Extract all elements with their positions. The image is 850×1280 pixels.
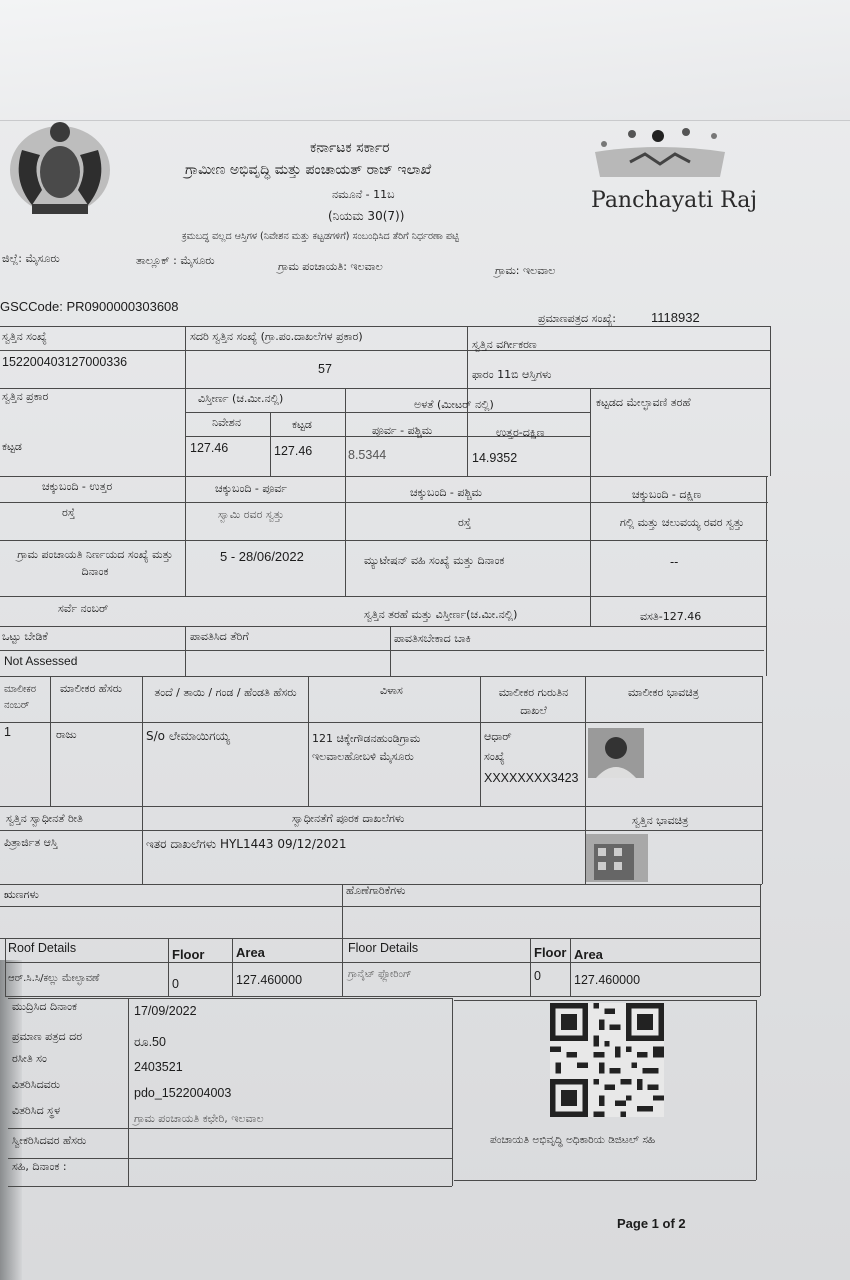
page-number: Page 1 of 2 bbox=[617, 1216, 686, 1231]
gp-prop-no-label: ಸದರಿ ಸ್ವತ್ತಿನ ಸಂಖ್ಯೆ (ಗ್ರಾ.ಪಂ.ದಾಖಲೆಗಳ ಪ್ರಕಾರ) bbox=[190, 330, 363, 343]
acquisition-method-label: ಸ್ವತ್ತಿನ ಸ್ವಾಧೀನತೆ ರೀತಿ bbox=[6, 812, 83, 825]
ns-value: 14.9352 bbox=[472, 451, 518, 465]
resolution-value: 5 - 28/06/2022 bbox=[220, 549, 304, 564]
type-area-value: ವಸತಿ-127.46 bbox=[640, 610, 702, 623]
floor-details-label: Floor Details bbox=[348, 941, 419, 955]
place-label: ವಿತರಿಸಿದ ಸ್ಥಳ bbox=[12, 1104, 61, 1117]
gsc-code: GSCCode: PR0900000303608 bbox=[0, 299, 179, 314]
demand-label: ಒಟ್ಟು ಬೇಡಿಕೆ bbox=[2, 630, 48, 643]
owner-id-sub: ಸಂಖ್ಯೆ bbox=[484, 750, 505, 763]
north-value: ರಸ್ತೆ bbox=[62, 506, 76, 519]
issuer-label: ವಿತರಿಸಿದವರು bbox=[12, 1078, 61, 1091]
type-value: ಕಟ್ಟಡ bbox=[2, 440, 22, 453]
form-subtitle: ಕ್ರಮಬದ್ಧ ವಲ್ಲದ ಆಸ್ತಿಗಳ (ನಿವೇಶನ ಮತ್ತು ಕಟ್ಟಡಗಳಿಗೆ) ಸಂಬಂಧಿಸಿದ ತೆರಿಗೆ ನಿರ್ಧರಣಾ ಪಟ್ಟಿ bbox=[182, 231, 459, 242]
east-value: ಸ್ವಾಮಿ ರವರ ಸ್ವತ್ತು bbox=[218, 508, 284, 521]
signature-label: ಸಹಿ, ದಿನಾಂಕ : bbox=[12, 1160, 67, 1173]
qr-code-icon[interactable] bbox=[550, 1002, 664, 1118]
owner-photo-header: ಮಾಲೀಕರ ಭಾವಚಿತ್ರ bbox=[628, 686, 699, 699]
print-date-label: ಮುದ್ರಿಸಿದ ದಿನಾಂಕ bbox=[12, 1000, 77, 1013]
owner-name: ರಾಜು bbox=[56, 728, 77, 741]
gram-panchayat: ಗ್ರಾಮ ಪಂಚಾಯತಿ: ಇಲವಾಲ bbox=[278, 260, 383, 273]
site-label: ನಿವೇಶನ bbox=[212, 416, 241, 429]
place: ಗ್ರಾಮ ಪಂಚಾಯತಿ ಕಛೇರಿ, ಇಲವಾಲ bbox=[134, 1112, 264, 1125]
owner-name-header: ಮಾಲೀಕರ ಹೆಸರು bbox=[60, 682, 123, 695]
mutation-label: ಮ್ಯುಟೇಷನ್ ವಹಿ ಸಂಖ್ಯೆ ಮತ್ತು ದಿನಾಂಕ bbox=[364, 554, 505, 567]
certificate-number: 1118932 bbox=[651, 310, 700, 325]
owner-relation-header: ತಂದೆ / ತಾಯಿ / ಗಂಡ / ಹೆಂಡತಿ ಹೆಸರು bbox=[154, 686, 297, 699]
receipt-label: ರಸೀತಿ ಸಂ bbox=[12, 1052, 47, 1065]
village: ಗ್ರಾಮ: ಇಲವಾಲ bbox=[495, 264, 556, 277]
floor-floor-header: Floor bbox=[534, 945, 567, 960]
roof-details-label: Roof Details bbox=[8, 941, 77, 955]
paid-label: ಪಾವತಿಸಿದ ತೆರಿಗೆ bbox=[190, 630, 249, 643]
roof-area-header: Area bbox=[236, 945, 265, 960]
prop-no: 152200403127000336 bbox=[2, 355, 128, 369]
acquisition-docs-label: ಸ್ವಾಧೀನತೆಗೆ ಪೂರಕ ದಾಖಲೆಗಳು bbox=[292, 812, 405, 825]
ew-value: 8.5344 bbox=[348, 448, 387, 462]
paper-fold bbox=[0, 0, 850, 121]
roof-value: ಆರ್.ಸಿ.ಸಿ/ಕಲ್ಲು ಮೇಲ್ಛಾವಣೆ bbox=[8, 973, 100, 984]
area-label: ವಿಸ್ತೀರ್ಣ (ಚ.ಮೀ.ನಲ್ಲಿ) bbox=[198, 392, 284, 405]
ew-label: ಪೂರ್ವ - ಪಶ್ಚಿಮ bbox=[372, 424, 433, 437]
floor-area-value: 127.460000 bbox=[574, 973, 641, 987]
govt-title: ಕರ್ನಾಟಕ ಸರ್ಕಾರ bbox=[310, 140, 390, 156]
fee-label: ಪ್ರಮಾಣ ಪತ್ರದ ದರ bbox=[12, 1030, 83, 1043]
site-area: 127.46 bbox=[190, 441, 229, 455]
dims-label: ಅಳತೆ (ಮೀಟರ್ ನಲ್ಲಿ) bbox=[414, 398, 494, 411]
owner-address: 121 ಚಿಕ್ಕೇಗೌಡನಹುಂಡಿಗ್ರಾಮ ಇಲವಾಲಹೋಬಳಿ ಮೈಸೂರು bbox=[312, 732, 421, 763]
floor-value: ಗ್ರಾನೈಟ್ ಫ್ಲೋರಿಂಗ್ bbox=[348, 969, 412, 980]
fee: ರೂ.50 bbox=[134, 1035, 166, 1049]
west-label: ಚಕ್ಕುಬಂದಿ - ಪಶ್ಚಿಮ bbox=[410, 486, 483, 499]
department-title: ಗ್ರಾಮೀಣ ಅಭಿವೃದ್ಧಿ ಮತ್ತು ಪಂಚಾಯತ್ ರಾಜ್ ಇಲಾಖೆ bbox=[185, 162, 432, 178]
east-label: ಚಕ್ಕುಬಂದಿ - ಪೂರ್ವ bbox=[215, 482, 288, 495]
receipt: 2403521 bbox=[134, 1060, 183, 1074]
survey-label: ಸರ್ವೆ ನಂಬರ್ bbox=[58, 602, 109, 615]
owner-no: 1 bbox=[4, 725, 11, 739]
west-value: ರಸ್ತೆ bbox=[458, 516, 472, 529]
roof-area-value: 127.460000 bbox=[236, 973, 303, 987]
owner-photo-icon bbox=[588, 728, 644, 778]
type-area-label: ಸ್ವತ್ತಿನ ತರಹೆ ಮತ್ತು ವಿಸ್ತೀರ್ಣ(ಚ.ಮೀ.ನಲ್ಲಿ) bbox=[364, 608, 518, 621]
gp-prop-no: 57 bbox=[318, 362, 332, 376]
karnataka-emblem-icon bbox=[2, 110, 118, 222]
north-label: ಚಕ್ಕುಬಂದಿ - ಉತ್ತರ bbox=[42, 480, 113, 493]
owner-id-number: XXXXXXXX3423 bbox=[484, 771, 579, 785]
due-label: ಪಾವತಿಸಬೇಕಾದ ಬಾಕಿ bbox=[394, 632, 471, 645]
resolution-label: ಗ್ರಾಮ ಪಂಚಾಯತಿ ನಿರ್ಣಯದ ಸಂಖ್ಯೆ ಮತ್ತು ದಿನಾಂಕ bbox=[17, 548, 173, 578]
floor-area-header: Area bbox=[574, 947, 603, 962]
roof-type-label: ಕಟ್ಟಡದ ಮೇಲ್ಛಾವಣಿ ತರಹೆ bbox=[596, 396, 691, 409]
form-number: ನಮೂನೆ - 11ಬ bbox=[332, 188, 395, 201]
liabilities-label: ಋಣಗಳು bbox=[4, 888, 39, 901]
roof-floor-value: 0 bbox=[172, 977, 179, 991]
property-photo-icon bbox=[586, 834, 648, 882]
type-label: ಸ್ವತ್ತಿನ ಪ್ರಕಾರ bbox=[2, 390, 49, 403]
classification: ಫಾರಂ 11ಬಿ ಆಸ್ತಿಗಳು bbox=[472, 368, 552, 381]
floor-floor-value: 0 bbox=[534, 969, 541, 983]
mutation-value: -- bbox=[670, 555, 679, 569]
district: ಜಿಲ್ಲೆ: ಮೈಸೂರು bbox=[2, 252, 60, 265]
owner-address-header: ವಿಳಾಸ bbox=[380, 684, 403, 697]
panchayati-raj-logo-icon bbox=[590, 122, 730, 184]
demand-value: Not Assessed bbox=[4, 654, 78, 668]
owner-id-type: ಆಧಾರ್ bbox=[484, 730, 512, 743]
classification-label: ಸ್ವತ್ತಿನ ವರ್ಗೀಕರಣ bbox=[472, 338, 537, 351]
ns-label: ಉತ್ತರ-ದಕ್ಷಿಣ bbox=[496, 426, 545, 439]
building-area: 127.46 bbox=[274, 444, 313, 458]
rule-number: (ನಿಯಮ 30(7)) bbox=[328, 209, 405, 223]
south-value: ಗಲ್ಲಿ ಮತ್ತು ಚಲುವಯ್ಯ ರವರ ಸ್ವತ್ತು bbox=[619, 516, 745, 529]
print-date: 17/09/2022 bbox=[134, 1004, 197, 1018]
custodian-label: ಹೊಣೆಗಾರಿಕೆಗಳು bbox=[346, 884, 406, 897]
issuer: pdo_1522004003 bbox=[134, 1086, 232, 1100]
brand-text: Panchayati Raj bbox=[591, 188, 758, 213]
prop-no-label: ಸ್ವತ್ತಿನ ಸಂಖ್ಯೆ bbox=[2, 330, 47, 343]
recipient-label: ಸ್ವೀಕರಿಸಿದವರ ಹೆಸರು bbox=[12, 1134, 87, 1147]
acquisition-docs: ಇತರ ದಾಖಲೆಗಳು HYL1443 09/12/2021 bbox=[146, 837, 347, 851]
owner-no-header: ಮಾಲೀಕರ ನಂಬರ್ bbox=[4, 684, 37, 711]
owner-relation: S/o ಲೇಮಾಯಿಗಯ್ಯ bbox=[146, 729, 231, 743]
south-label: ಚಕ್ಕುಬಂದಿ - ದಕ್ಷಿಣ bbox=[632, 488, 702, 501]
acquisition-method: ಪಿತ್ರಾರ್ಜಿತ ಆಸ್ತಿ bbox=[4, 836, 58, 849]
building-label: ಕಟ್ಟಡ bbox=[292, 418, 312, 431]
taluk: ತಾಲ್ಲೂಕ್ : ಮೈಸೂರು bbox=[136, 254, 215, 267]
certificate-label: ಪ್ರಮಾಣಪತ್ರದ ಸಂಖ್ಯೆ: bbox=[538, 312, 617, 325]
qr-caption: ಪಂಚಾಯತಿ ಅಭಿವೃದ್ಧಿ ಅಧಿಕಾರಿಯ ಡಿಜಿಟಲ್ ಸಹಿ bbox=[490, 1134, 656, 1146]
roof-floor-header: Floor bbox=[172, 947, 205, 962]
owner-id-header: ಮಾಲೀಕರ ಗುರುತಿನ ದಾಖಲೆ bbox=[498, 686, 569, 717]
property-photo-label: ಸ್ವತ್ತಿನ ಭಾವಚಿತ್ರ bbox=[632, 814, 689, 827]
